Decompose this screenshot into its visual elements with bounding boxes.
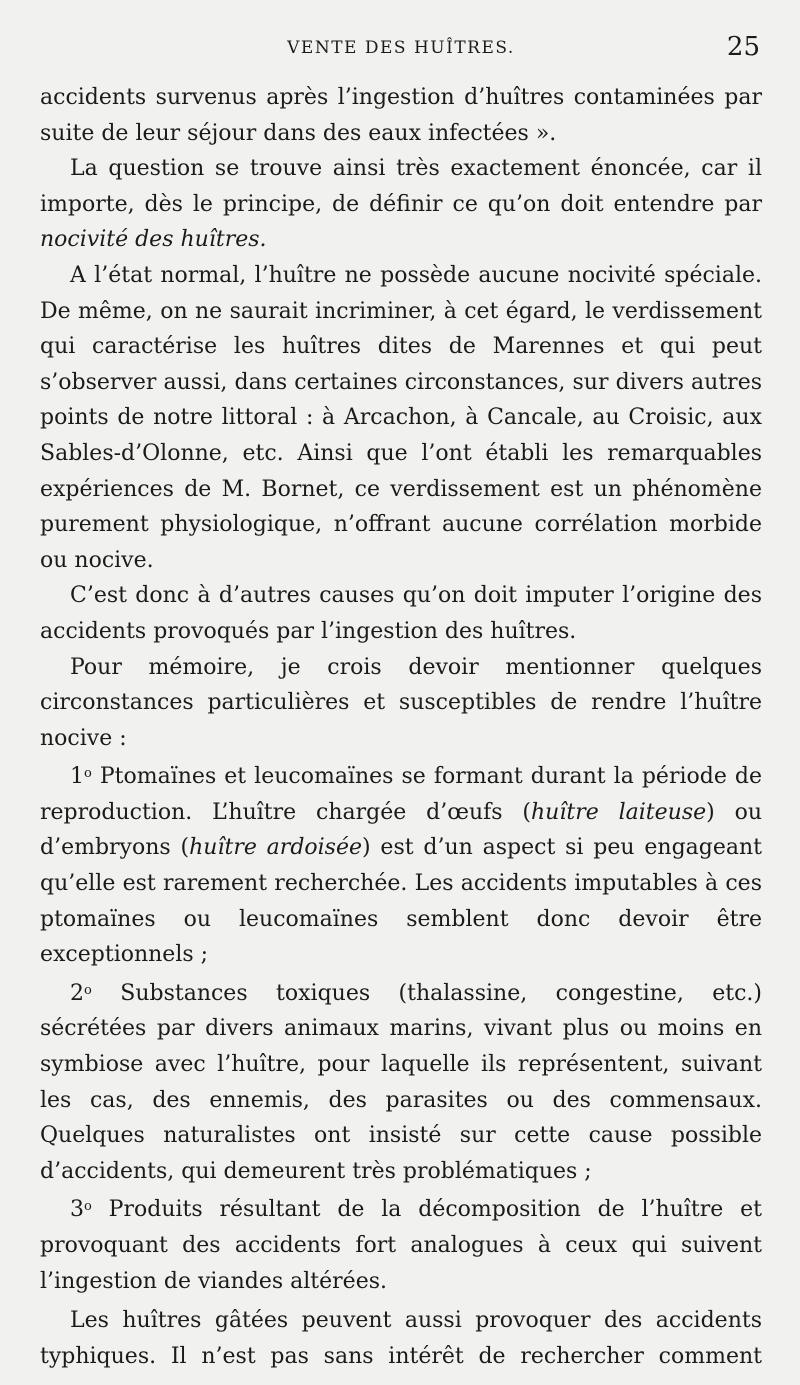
text-segment: A l’état normal, l’huître ne possède aucune nocivité spéciale. De même, on ne saurait incriminer, à cet égard, le verdissement qui caractérise les huîtres dites de Marennes et qui peut s’observer aussi, dans certaines circonstances, sur divers autres points de notre littoral : à Arcachon, à Cancale, au Croisic, aux Sables-d’Olonne, etc. Ainsi que l’ont établi les remarquables expériences de M. Bornet, ce verdissement est un phénomène purement physiologique, n’offrant aucune corrélation morbide ou nocive. — [40, 262, 762, 573]
list-item-2 — [40, 973, 762, 1190]
list-item-3 — [40, 1189, 762, 1299]
page-number: 25 — [726, 32, 760, 62]
paragraph-1 — [40, 80, 762, 151]
body-text — [40, 80, 762, 1374]
text-segment: ) ou d’embryons ( — [40, 799, 762, 861]
text-segment: Pour mémoire, je crois devoir mentionner quelques circonstances particulières et susceptibles de rendre l’huître nocive : — [40, 654, 762, 751]
text-segment: Ptomaïnes et leucomaïnes se formant durant la période de reproduction. L’huître chargée d’œufs ( — [40, 764, 762, 825]
text-segment: accidents survenus après l’ingestion d’huîtres contaminées par suite de leur séjour dans des eaux infectées ». — [40, 85, 762, 146]
text-segment: La question se trouve ainsi très exactement énoncée, car il importe, dès le principe, de définir ce qu’on doit entendre par — [40, 156, 762, 217]
ordinal-number: 3 — [70, 1197, 84, 1223]
ordinal-mark: o — [84, 982, 92, 998]
ordinal-number: 1 — [70, 764, 84, 790]
paragraph-3 — [40, 258, 762, 578]
paragraph-4 — [40, 578, 762, 649]
list-item-1 — [40, 756, 762, 973]
italic-segment: nocivité des huîtres. — [40, 227, 267, 253]
text-segment: ) est d’un aspect si peu engageant qu’elle est rarement recherchée. Les accidents imputables à ces ptomaïnes ou leucomaïnes semblent donc devoir être exceptionnels ; — [40, 835, 762, 968]
text-segment: Substances toxiques (thalassine, congestine, etc.) sécrétées par divers animaux marins, vivant plus ou moins en symbiose avec l’huître, pour laquelle ils représentent, suivant les cas, des ennemis, des parasites ou des commensaux. Quelques naturalistes ont insisté sur cette cause possible d’accidents, qui demeurent très problématiques ; — [40, 980, 762, 1184]
ordinal-mark: o — [84, 766, 92, 782]
paragraph-6 — [40, 1303, 762, 1374]
paragraph-5 — [40, 650, 762, 757]
running-head: VENTE DES HUÎTRES. — [287, 38, 515, 58]
text-segment: C’est donc à d’autres causes qu’on doit imputer l’origine des accidents provoqués par l’ingestion des huîtres. — [40, 583, 762, 644]
italic-segment: huître laiteuse — [531, 799, 707, 825]
ordinal-number: 2 — [70, 980, 84, 1006]
page-header — [40, 30, 762, 70]
text-segment: Les huîtres gâtées peuvent aussi provoquer des accidents typhiques. Il n’est pas sans intérêt de rechercher comment — [40, 1308, 762, 1369]
ordinal-mark: o — [84, 1199, 92, 1215]
italic-segment: huître ardoisée — [189, 835, 363, 861]
text-segment: Produits résultant de la décomposition de l’huître et provoquant des accidents fort analogues à ceux qui suivent l’ingestion de viandes altérées. — [40, 1197, 762, 1294]
paragraph-2 — [40, 151, 762, 258]
